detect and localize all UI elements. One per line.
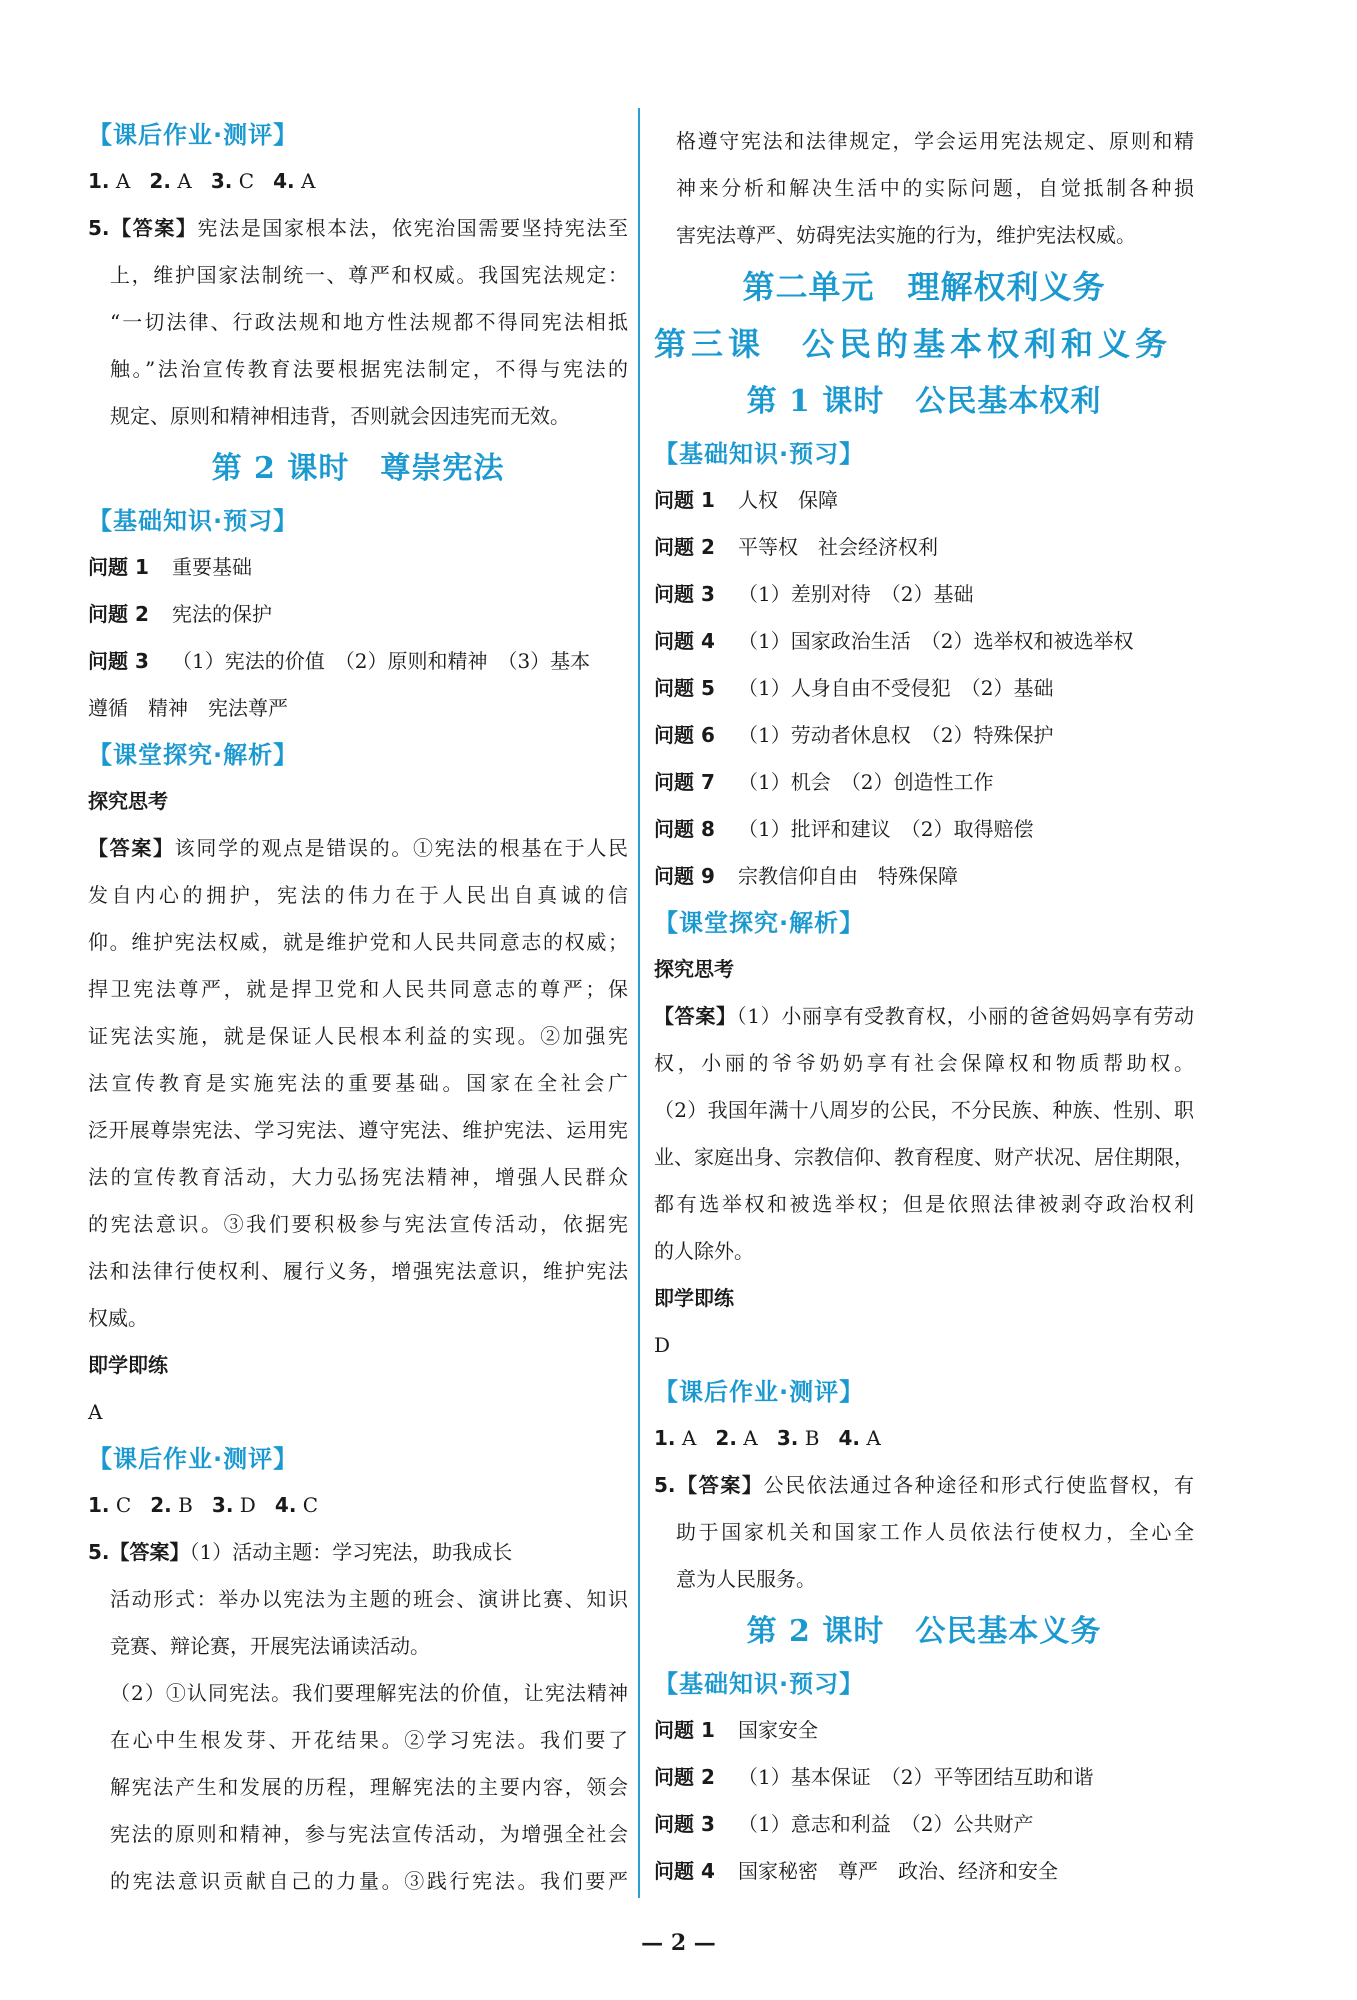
answer-paragraph-line: 活动形式：举办以宪法为主题的班会、演讲比赛、知识 bbox=[110, 1587, 628, 1611]
question-row: 问题 2 平等权 社会经济权利 bbox=[654, 535, 938, 559]
continued-line: 格遵守宪法和法律规定，学会运用宪法规定、原则和精 bbox=[676, 129, 1194, 153]
question-row: 问题 5 （1）人身自由不受侵犯 （2）基础 bbox=[654, 676, 1054, 700]
section-basic-heading: 【基础知识·预习】 bbox=[88, 507, 299, 535]
explore-subheading: 探究思考 bbox=[88, 789, 168, 813]
practice-answer: D bbox=[654, 1333, 671, 1357]
question-row: 问题 8 （1）批评和建议 （2）取得赔偿 bbox=[654, 817, 1034, 841]
explore-answer: 【答案】（1）小丽享有受教育权，小丽的爸爸妈妈享有劳动 bbox=[654, 1004, 1194, 1028]
period-title: 第 1 课时 公民基本权利 bbox=[746, 384, 1102, 419]
answer-paragraph-line: 上，维护国家法制统一、尊严和权威。我国宪法规定： bbox=[110, 263, 628, 287]
question-row: 问题 1 人权 保障 bbox=[654, 488, 838, 512]
explore-answer: 【答案】该同学的观点是错误的。①宪法的根基在于人民 bbox=[88, 836, 629, 860]
explore-line: 泛开展尊崇宪法、学习宪法、遵守宪法、维护宪法、运用宪 bbox=[88, 1118, 628, 1142]
practice-subheading: 即学即练 bbox=[88, 1353, 168, 1377]
answer-row: 1. A 2. A 3. B 4. A bbox=[654, 1426, 881, 1450]
answer-paragraph-line: 的宪法意识贡献自己的力量。③践行宪法。我们要严 bbox=[110, 1869, 628, 1893]
explore-line: 权威。 bbox=[88, 1306, 148, 1330]
explore-line: 证宪法实施，就是保证人民根本利益的实现。②加强宪 bbox=[88, 1024, 628, 1048]
answer-paragraph-line: 助于国家机关和国家工作人员依法行使权力，全心全 bbox=[676, 1520, 1194, 1544]
answer-paragraph: 5.【答案】宪法是国家根本法，依宪治国需要坚持宪法至 bbox=[88, 216, 629, 240]
answer-paragraph-line: “一切法律、行政法规和地方性法规都不得同宪法相抵 bbox=[110, 310, 628, 334]
section-homework-heading: 【课后作业·测评】 bbox=[88, 1445, 299, 1473]
section-basic-heading: 【基础知识·预习】 bbox=[654, 440, 865, 468]
question-row: 问题 2 （1）基本保证 （2）平等团结互助和谐 bbox=[654, 1765, 1094, 1789]
question-row: 问题 6 （1）劳动者休息权 （2）特殊保护 bbox=[654, 723, 1054, 747]
lesson-title: 第 2 课时 尊崇宪法 bbox=[211, 451, 505, 486]
question-row: 问题 1 重要基础 bbox=[88, 555, 252, 579]
question-row: 问题 9 宗教信仰自由 特殊保障 bbox=[654, 864, 958, 888]
lesson-title: 第三课 公民的基本权利和义务 bbox=[654, 325, 1173, 363]
explore-line: 仰。维护宪法权威，就是维护党和人民共同意志的权威； bbox=[88, 930, 628, 954]
explore-line: 权，小丽的爷爷奶奶享有社会保障权和物质帮助权。 bbox=[654, 1051, 1194, 1075]
section-explore-heading: 【课堂探究·解析】 bbox=[654, 909, 865, 937]
answer-paragraph-line: 解宪法产生和发展的历程，理解宪法的主要内容，领会 bbox=[110, 1775, 628, 1799]
explore-line: 捍卫宪法尊严，就是捍卫党和人民共同意志的尊严；保 bbox=[88, 977, 628, 1001]
question-row: 问题 4 （1）国家政治生活 （2）选举权和被选举权 bbox=[654, 629, 1134, 653]
question-row-cont: 遵循 精神 宪法尊严 bbox=[88, 696, 288, 720]
right-column bbox=[654, 118, 1194, 1895]
question-row: 问题 3 （1）差别对待 （2）基础 bbox=[654, 582, 974, 606]
explore-subheading: 探究思考 bbox=[654, 957, 734, 981]
explore-line: 发自内心的拥护，宪法的伟力在于人民出自真诚的信 bbox=[88, 883, 628, 907]
explore-line: 的宪法意识。③我们要积极参与宪法宣传活动，依据宪 bbox=[88, 1212, 628, 1236]
answer-paragraph-line: 在心中生根发芽、开花结果。②学习宪法。我们要了 bbox=[110, 1728, 628, 1752]
question-row: 问题 1 国家安全 bbox=[654, 1718, 818, 1742]
answer-row: 1. A 2. A 3. C 4. A bbox=[88, 169, 316, 193]
question-row: 问题 3 （1）宪法的价值 （2）原则和精神 （3）基本 bbox=[88, 649, 591, 673]
continued-line: 神来分析和解决生活中的实际问题，自觉抵制各种损 bbox=[676, 176, 1194, 200]
explore-line: 都有选举权和被选举权；但是依照法律被剥夺政治权利 bbox=[654, 1192, 1194, 1216]
answer-paragraph-line: 触。”法治宣传教育法要根据宪法制定，不得与宪法的 bbox=[110, 357, 628, 381]
explore-line: （2）我国年满十八周岁的公民，不分民族、种族、性别、职 bbox=[654, 1098, 1194, 1122]
explore-line: 法的宣传教育活动，大力弘扬宪法精神，增强人民群众 bbox=[88, 1165, 628, 1189]
section-basic-heading: 【基础知识·预习】 bbox=[654, 1670, 865, 1698]
explore-line: 法和法律行使权利、履行义务，增强宪法意识，维护宪法 bbox=[88, 1259, 628, 1283]
answer-row: 1. C 2. B 3. D 4. C bbox=[88, 1493, 319, 1517]
explore-line: 的人除外。 bbox=[654, 1239, 754, 1263]
answer-paragraph-line: 规定、原则和精神相违背，否则就会因违宪而无效。 bbox=[110, 404, 570, 428]
answer-paragraph-line: （2）①认同宪法。我们要理解宪法的价值，让宪法精神 bbox=[110, 1681, 628, 1705]
explore-line: 业、家庭出身、宗教信仰、教育程度、财产状况、居住期限， bbox=[654, 1145, 1194, 1169]
question-row: 问题 7 （1）机会 （2）创造性工作 bbox=[654, 770, 994, 794]
unit-title: 第二单元 理解权利义务 bbox=[742, 268, 1106, 306]
continued-line: 害宪法尊严、妨碍宪法实施的行为，维护宪法权威。 bbox=[676, 223, 1136, 247]
period-title: 第 2 课时 公民基本义务 bbox=[746, 1614, 1102, 1649]
question-row: 问题 2 宪法的保护 bbox=[88, 602, 272, 626]
section-explore-heading: 【课堂探究·解析】 bbox=[88, 741, 299, 769]
column-divider bbox=[638, 108, 640, 1898]
practice-answer: A bbox=[88, 1400, 103, 1424]
practice-subheading: 即学即练 bbox=[654, 1286, 734, 1310]
answer-paragraph-line: 宪法的原则和精神，参与宪法宣传活动，为增强全社会 bbox=[110, 1822, 628, 1846]
left-column bbox=[88, 112, 628, 1905]
answer-paragraph: 5.【答案】公民依法通过各种途径和形式行使监督权，有 bbox=[654, 1473, 1195, 1497]
question-row: 问题 4 国家秘密 尊严 政治、经济和安全 bbox=[654, 1859, 1058, 1883]
section-homework-heading: 【课后作业·测评】 bbox=[654, 1378, 865, 1406]
section-homework-heading: 【课后作业·测评】 bbox=[88, 121, 299, 149]
question-row: 问题 3 （1）意志和利益 （2）公共财产 bbox=[654, 1812, 1034, 1836]
answer-paragraph: 5.【答案】（1）活动主题：学习宪法，助我成长 bbox=[88, 1540, 513, 1564]
explore-line: 法宣传教育是实施宪法的重要基础。国家在全社会广 bbox=[88, 1071, 628, 1095]
answer-paragraph-line: 竞赛、辩论赛，开展宪法诵读活动。 bbox=[110, 1634, 430, 1658]
answer-paragraph-line: 意为人民服务。 bbox=[676, 1567, 816, 1591]
page-number: — 2 — bbox=[641, 1930, 716, 1956]
